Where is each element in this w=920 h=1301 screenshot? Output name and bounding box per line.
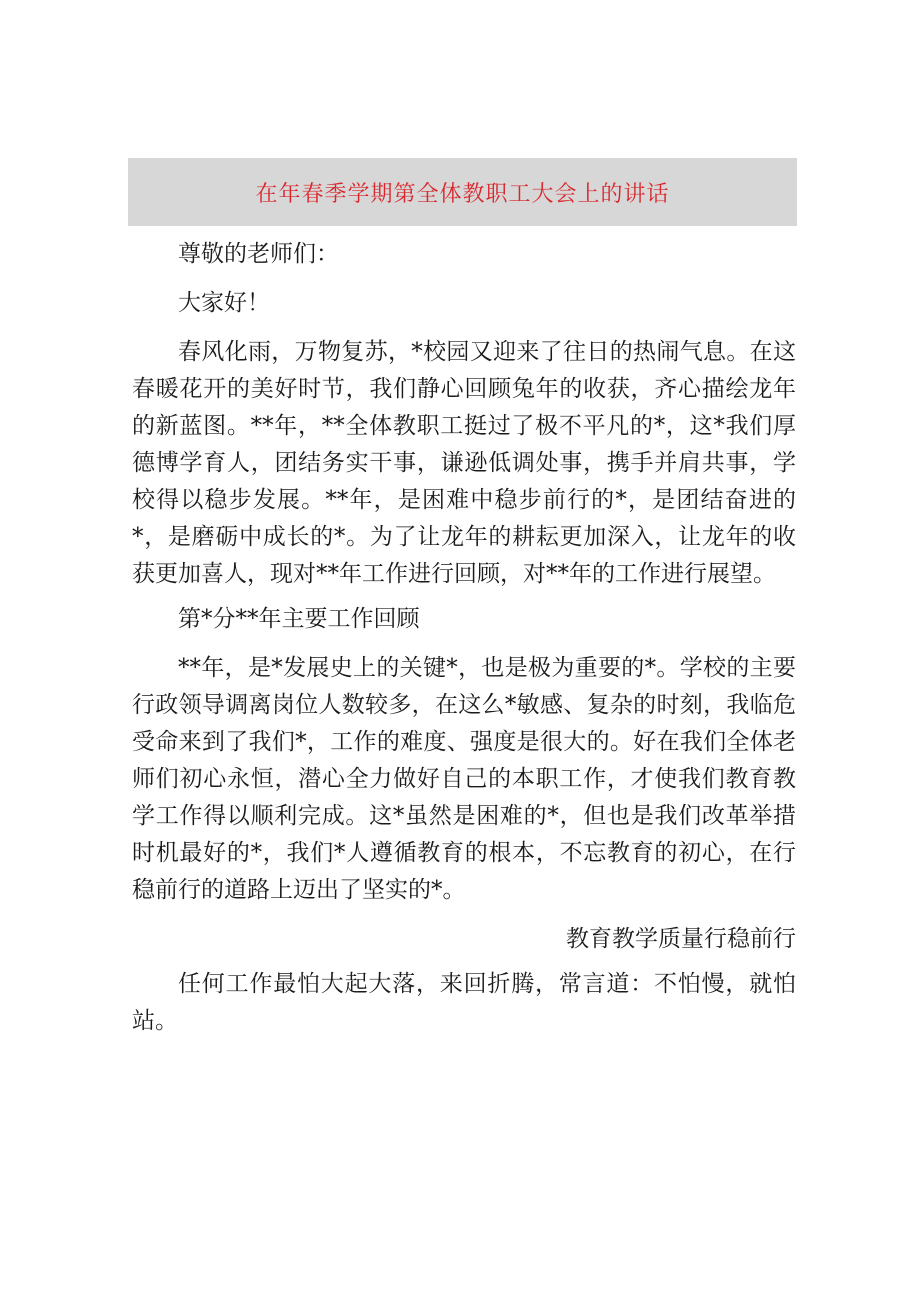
document-body [132,236,796,1040]
document-title: 在年春季学期第全体教职工大会上的讲话 [255,181,670,207]
paragraph-review: **年，是*发展史上的关键*，也是极为重要的*。学校的主要行政领导调离岗位人数较多，在这么*敏感、复杂的时刻，我临危受命来到了我们*，工作的难度、强度是很大的。好在我们全体老师们初心永恒，潜心全力做好自己的本职工作，才使我们教育教学工作得以顺利完成。这*虽然是困难的*，但也是我们改革举措时机最好的*，我们*人遵循教育的根本，不忘教育的初心，在行稳前行的道路上迈出了坚实的*。 [132,655,796,903]
salutation: 大家好！ [178,290,270,316]
paragraph-intro: 春风化雨，万物复苏，*校园又迎来了往日的热闹气息。在这春暖花开的美好时节，我们静心回顾兔年的收获，齐心描绘龙年的新蓝图。**年，**全体教职工挺过了极不平凡的*，这*我们厚德博学育人，团结务实干事，谦逊低调处事，携手并肩共事，学校得以稳步发展。**年，是困难中稳步前行的*，是团结奋进的*，是磨砺中成长的*。为了让龙年的耕耘更加深入，让龙年的收获更加喜人，现对**年工作进行回顾，对**年的工作进行展望。 [132,339,796,587]
paragraph-quality: 任何工作最怕大起大落，来回折腾，常言道：不怕慢，就怕站。 [132,971,796,1034]
section-heading: 第*分**年主要工作回顾 [178,606,420,632]
greeting: 尊敬的老师们： [178,241,339,267]
subheading: 教育教学质量行稳前行 [566,926,796,952]
title-banner [128,158,797,226]
